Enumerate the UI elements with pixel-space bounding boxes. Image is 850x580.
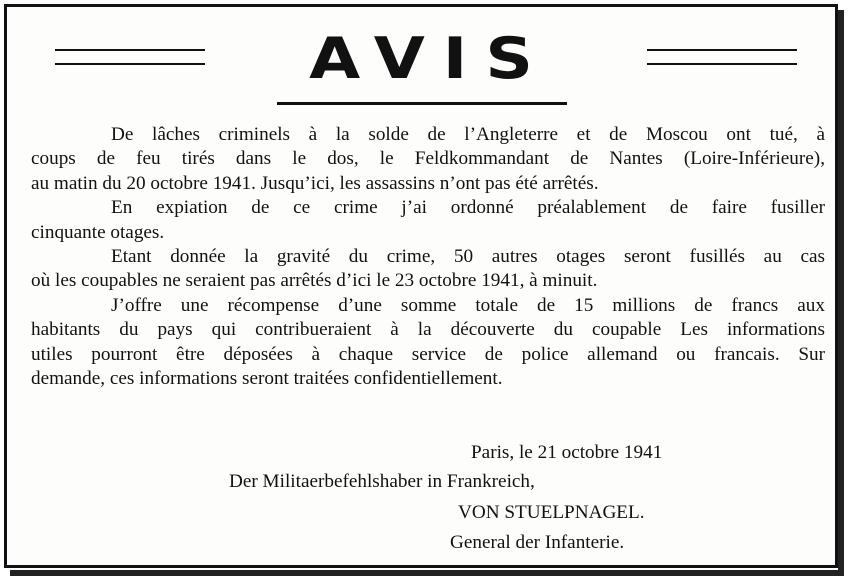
notice-body	[31, 123, 825, 391]
poster-shadow-bottom	[10, 570, 842, 576]
text-line: où les coupables ne seraient pas arrêtés d’ici le 23 octobre 1941, à minuit.	[31, 270, 598, 292]
paragraph-attack	[31, 123, 825, 196]
text-line: En expiation de ce crime j’ai ordonné préalablement de faire fusiller	[111, 197, 825, 219]
title-underline	[277, 102, 567, 105]
text-line: coups de feu tirés dans le dos, le Feldkommandant de Nantes (Loire-Inférieure),	[31, 148, 825, 170]
signature-rank: General der Infanterie.	[450, 532, 625, 553]
paragraph-hostages	[31, 196, 825, 245]
paragraph-reward	[31, 294, 825, 392]
text-line: habitants du pays qui contribueraient à la découverte du coupable Les informations	[31, 319, 825, 341]
text-line: cinquante otages.	[31, 221, 165, 243]
title-row	[7, 19, 835, 99]
notice-title: AVIS	[309, 25, 551, 92]
signature-authority: Der Militaerbefehlshaber in Frankreich,	[229, 471, 535, 492]
title-rule-right-bottom	[647, 63, 797, 65]
text-line: De lâches criminels à la solde de l’Angleterre et de Moscou ont tué, à	[111, 124, 825, 145]
signature-name: VON STUELPNAGEL.	[458, 502, 645, 523]
text-line: utiles pourront être déposées à chaque service de police allemand ou francais. Sur	[31, 343, 825, 365]
text-line: au matin du 20 octobre 1941. Jusqu’ici, les assassins n’ont pas été arrêtés.	[31, 172, 599, 194]
paragraph-threat	[31, 245, 825, 294]
text-line: J’offre une récompense d’une somme totale de 15 millions de francs aux	[111, 294, 825, 316]
notice-poster	[4, 4, 838, 568]
signature-place-date: Paris, le 21 octobre 1941	[471, 442, 663, 463]
title-rule-right-top	[647, 49, 797, 51]
text-line: Etant donnée la gravité du crime, 50 autres otages seront fusillés au cas	[111, 246, 825, 268]
text-line: demande, ces informations seront traitées confidentiellement.	[31, 368, 503, 390]
poster-shadow-right	[838, 10, 844, 576]
